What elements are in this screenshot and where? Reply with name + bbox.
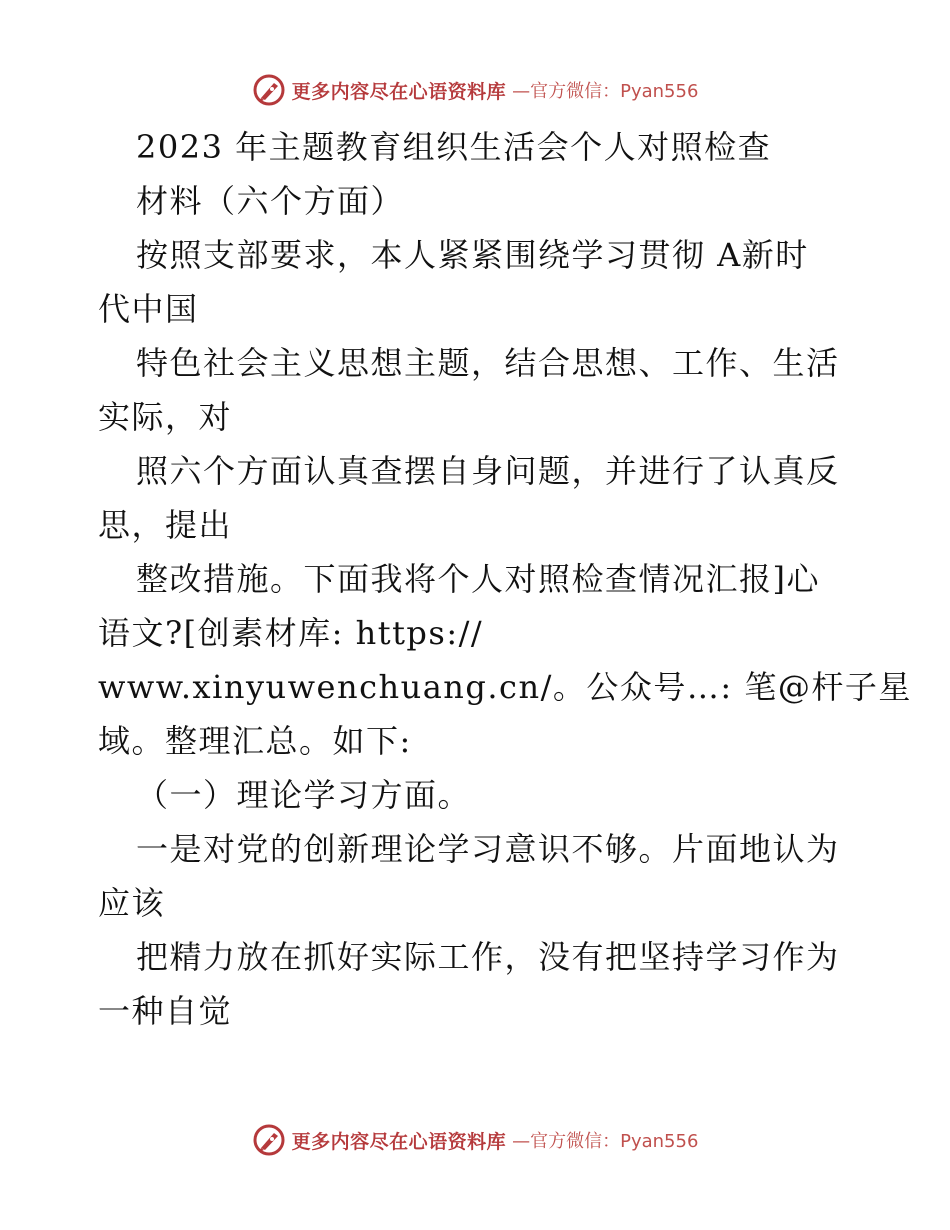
document-line: 照六个方面认真查摆自身问题，并进行了认真反 — [136, 452, 840, 490]
document-line: 材料（六个方面） — [136, 182, 405, 220]
pen-logo-icon — [252, 1123, 286, 1157]
watermark-brand-text: 更多内容尽在心语资料库 — [291, 80, 507, 103]
document-line: 思，提出 — [98, 506, 233, 544]
watermark-contact-text: —官方微信：Pyan556 — [512, 1131, 699, 1152]
header-watermark-banner — [0, 70, 950, 110]
watermark-brand-text: 更多内容尽在心语资料库 — [291, 1130, 507, 1153]
document-line: 特色社会主义思想主题，结合思想、工作、生活 — [136, 344, 840, 382]
document-line: 一种自觉 — [98, 992, 233, 1030]
document-line: 代中国 — [98, 290, 199, 328]
document-line: 把精力放在抓好实际工作，没有把坚持学习作为 — [136, 938, 840, 976]
document-line: 一是对党的创新理论学习意识不够。片面地认为 — [136, 830, 840, 868]
document-line: www.xinyuwenchuang.cn/。公众号…: 笔@杆子星 — [98, 668, 912, 706]
document-line: 2023 年主题教育组织生活会个人对照检查 — [136, 128, 772, 166]
document-line: 整改措施。下面我将个人对照检查情况汇报]心 — [136, 560, 820, 598]
footer-watermark-banner — [0, 1120, 950, 1160]
document-line: 实际，对 — [98, 398, 233, 436]
document-line: 域。整理汇总。如下: — [98, 722, 412, 760]
document-line: 应该 — [98, 884, 166, 922]
pen-logo-icon — [252, 73, 286, 107]
watermark-contact-text: —官方微信：Pyan556 — [512, 81, 699, 102]
document-body — [98, 120, 912, 1038]
document-line: 按照支部要求，本人紧紧围绕学习贯彻 A新时 — [136, 236, 809, 274]
document-line: （一）理论学习方面。 — [136, 776, 472, 814]
document-line: 语文?[创素材库: https:// — [98, 614, 484, 652]
